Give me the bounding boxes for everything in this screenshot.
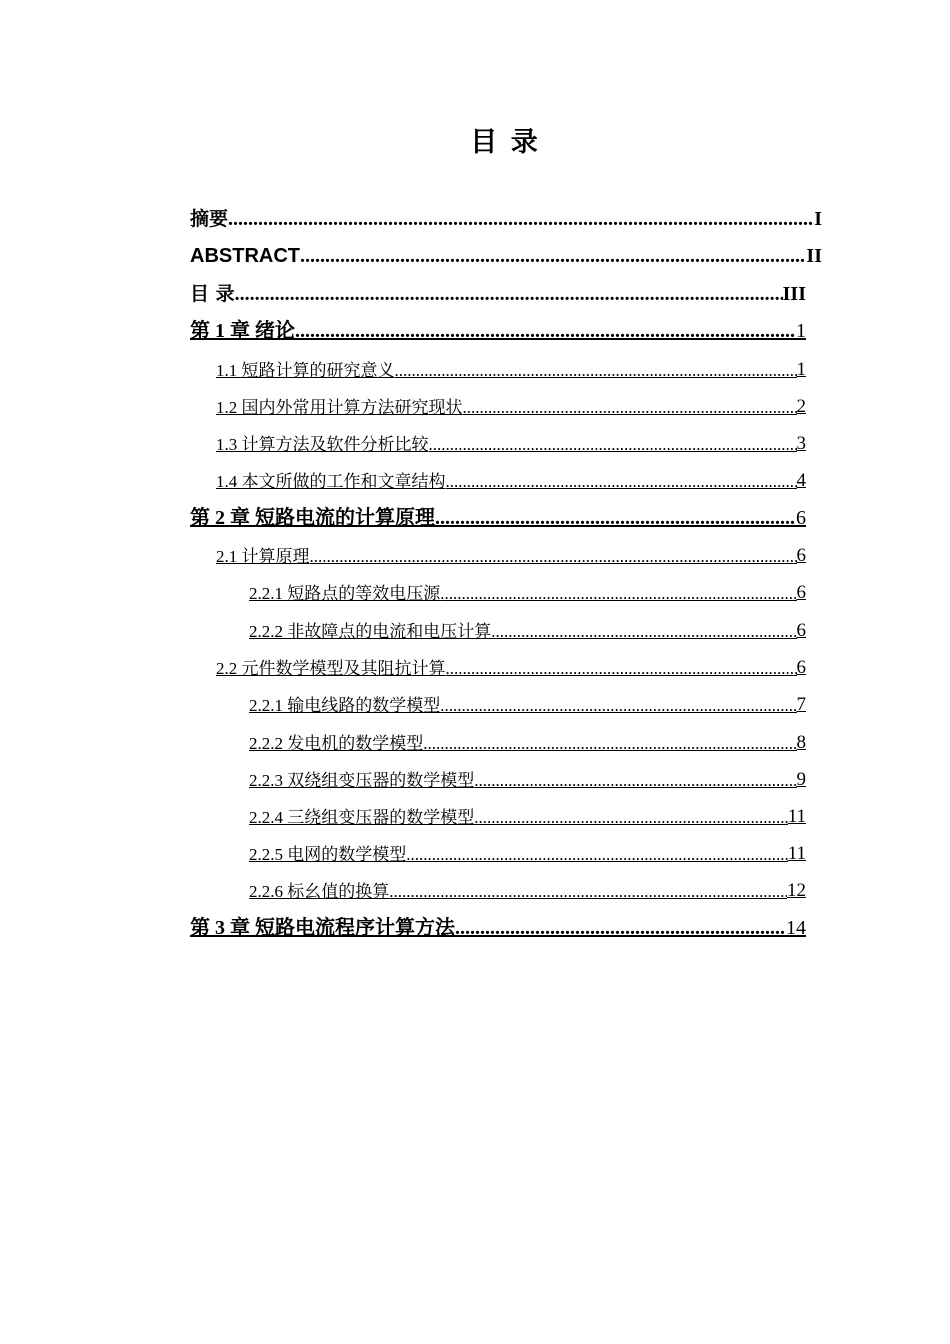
toc-entry-section-1-4[interactable] <box>216 462 806 492</box>
toc-entry-text: 1.4 本文所做的工作和文章结构 <box>216 472 446 491</box>
toc-entry-subsection-2-2-2[interactable] <box>249 724 806 754</box>
toc-leader-dots <box>295 320 796 343</box>
toc-entry-contents[interactable] <box>190 276 806 306</box>
toc-leader-dots <box>228 208 814 231</box>
toc-leader-dots <box>474 771 796 791</box>
toc-entry-page: 3 <box>796 433 806 454</box>
toc-entry-abstract-en[interactable] <box>190 238 822 268</box>
toc-leader-dots <box>435 507 796 530</box>
toc-entry-page: 6 <box>796 620 806 641</box>
toc-entry-text: 1.3 计算方法及软件分析比较 <box>216 435 429 454</box>
toc-entry-page: 4 <box>796 470 806 491</box>
toc-leader-dots <box>406 845 787 865</box>
toc-entry-section-2-1[interactable] <box>216 537 806 567</box>
toc-leader-dots <box>491 622 796 642</box>
toc-entry-section-1-1[interactable] <box>216 351 806 381</box>
toc-entry-text: 2.2.5 电网的数学模型 <box>249 845 407 864</box>
toc-entry-page: 6 <box>796 507 806 529</box>
toc-leader-dots <box>389 882 787 902</box>
toc-entry-page: 1 <box>796 320 806 342</box>
toc-entry-subsection-2-2-6[interactable] <box>249 872 806 902</box>
toc-entry-page: 11 <box>787 806 806 827</box>
toc-entry-page: 2 <box>796 396 806 417</box>
toc-entry-text: 2.2.1 输电线路的数学模型 <box>249 696 441 715</box>
toc-entry-text: 2.2.3 双绕组变压器的数学模型 <box>249 771 475 790</box>
toc-entry-text: 1.2 国内外常用计算方法研究现状 <box>216 398 463 417</box>
toc-entry-page: I <box>814 208 822 230</box>
toc-entry-abstract-cn[interactable] <box>190 201 822 231</box>
toc-entry-page: 6 <box>796 657 806 678</box>
toc-leader-dots <box>395 361 797 381</box>
toc-entry-page: 9 <box>796 769 806 790</box>
toc-entry-text: 第 1 章 绪论 <box>190 320 295 342</box>
toc-entry-subsection-2-2-2a[interactable] <box>249 612 806 642</box>
toc-entry-text: 2.2.1 短路点的等效电压源 <box>249 584 441 603</box>
toc-leader-dots <box>446 472 797 492</box>
toc-entry-subsection-2-2-1[interactable] <box>249 686 806 716</box>
toc-entry-text: ABSTRACT <box>190 245 300 267</box>
toc-leader-dots <box>446 659 797 679</box>
toc-entry-chapter-1[interactable] <box>190 313 806 343</box>
toc-entry-chapter-2[interactable] <box>190 500 806 530</box>
toc-leader-dots <box>310 547 797 567</box>
toc-entry-page: III <box>782 283 806 305</box>
toc-entry-page: 1 <box>796 359 806 380</box>
toc-entry-text: 1.1 短路计算的研究意义 <box>216 361 395 380</box>
toc-leader-dots <box>440 584 796 604</box>
page-title: 目 录 <box>470 127 540 158</box>
toc-leader-dots <box>429 435 797 455</box>
toc-entry-section-1-2[interactable] <box>216 388 806 418</box>
toc-leader-dots <box>474 808 787 828</box>
toc-entry-page: II <box>806 245 822 267</box>
toc-leader-dots <box>300 245 806 268</box>
toc-entry-subsection-2-2-4[interactable] <box>249 798 806 828</box>
toc-entry-page: 6 <box>796 545 806 566</box>
toc-entry-text: 2.2.2 非故障点的电流和电压计算 <box>249 622 492 641</box>
toc-entry-text: 第 2 章 短路电流的计算原理 <box>190 507 435 529</box>
toc-entry-text: 2.2 元件数学模型及其阻抗计算 <box>216 659 446 678</box>
toc-entry-page: 7 <box>796 694 806 715</box>
toc-entry-page: 6 <box>796 582 806 603</box>
toc-entry-page: 12 <box>787 880 806 901</box>
toc-entry-subsection-2-2-5[interactable] <box>249 835 806 865</box>
toc-entry-section-1-3[interactable] <box>216 425 806 455</box>
toc-entry-section-2-2[interactable] <box>216 649 806 679</box>
toc-entry-chapter-3[interactable] <box>190 910 806 940</box>
toc-entry-text: 2.2.6 标幺值的换算 <box>249 882 390 901</box>
toc-entry-page: 14 <box>786 917 806 939</box>
toc-entry-subsection-2-2-1a[interactable] <box>249 574 806 604</box>
toc-leader-dots <box>423 734 796 754</box>
toc-leader-dots <box>440 696 796 716</box>
toc-entry-text: 摘要 <box>190 208 229 230</box>
toc-entry-text: 2.2.2 发电机的数学模型 <box>249 734 424 753</box>
toc-entry-text: 2.2.4 三绕组变压器的数学模型 <box>249 808 475 827</box>
toc-entry-text: 目 录 <box>190 283 235 305</box>
toc-entry-subsection-2-2-3[interactable] <box>249 761 806 791</box>
toc-entry-text: 第 3 章 短路电流程序计算方法 <box>190 917 455 939</box>
toc-entry-page: 11 <box>787 843 806 864</box>
toc-entry-page: 8 <box>796 732 806 753</box>
toc-leader-dots <box>455 917 786 940</box>
toc-leader-dots <box>235 283 783 306</box>
toc-leader-dots <box>463 398 797 418</box>
toc-entry-text: 2.1 计算原理 <box>216 547 310 566</box>
